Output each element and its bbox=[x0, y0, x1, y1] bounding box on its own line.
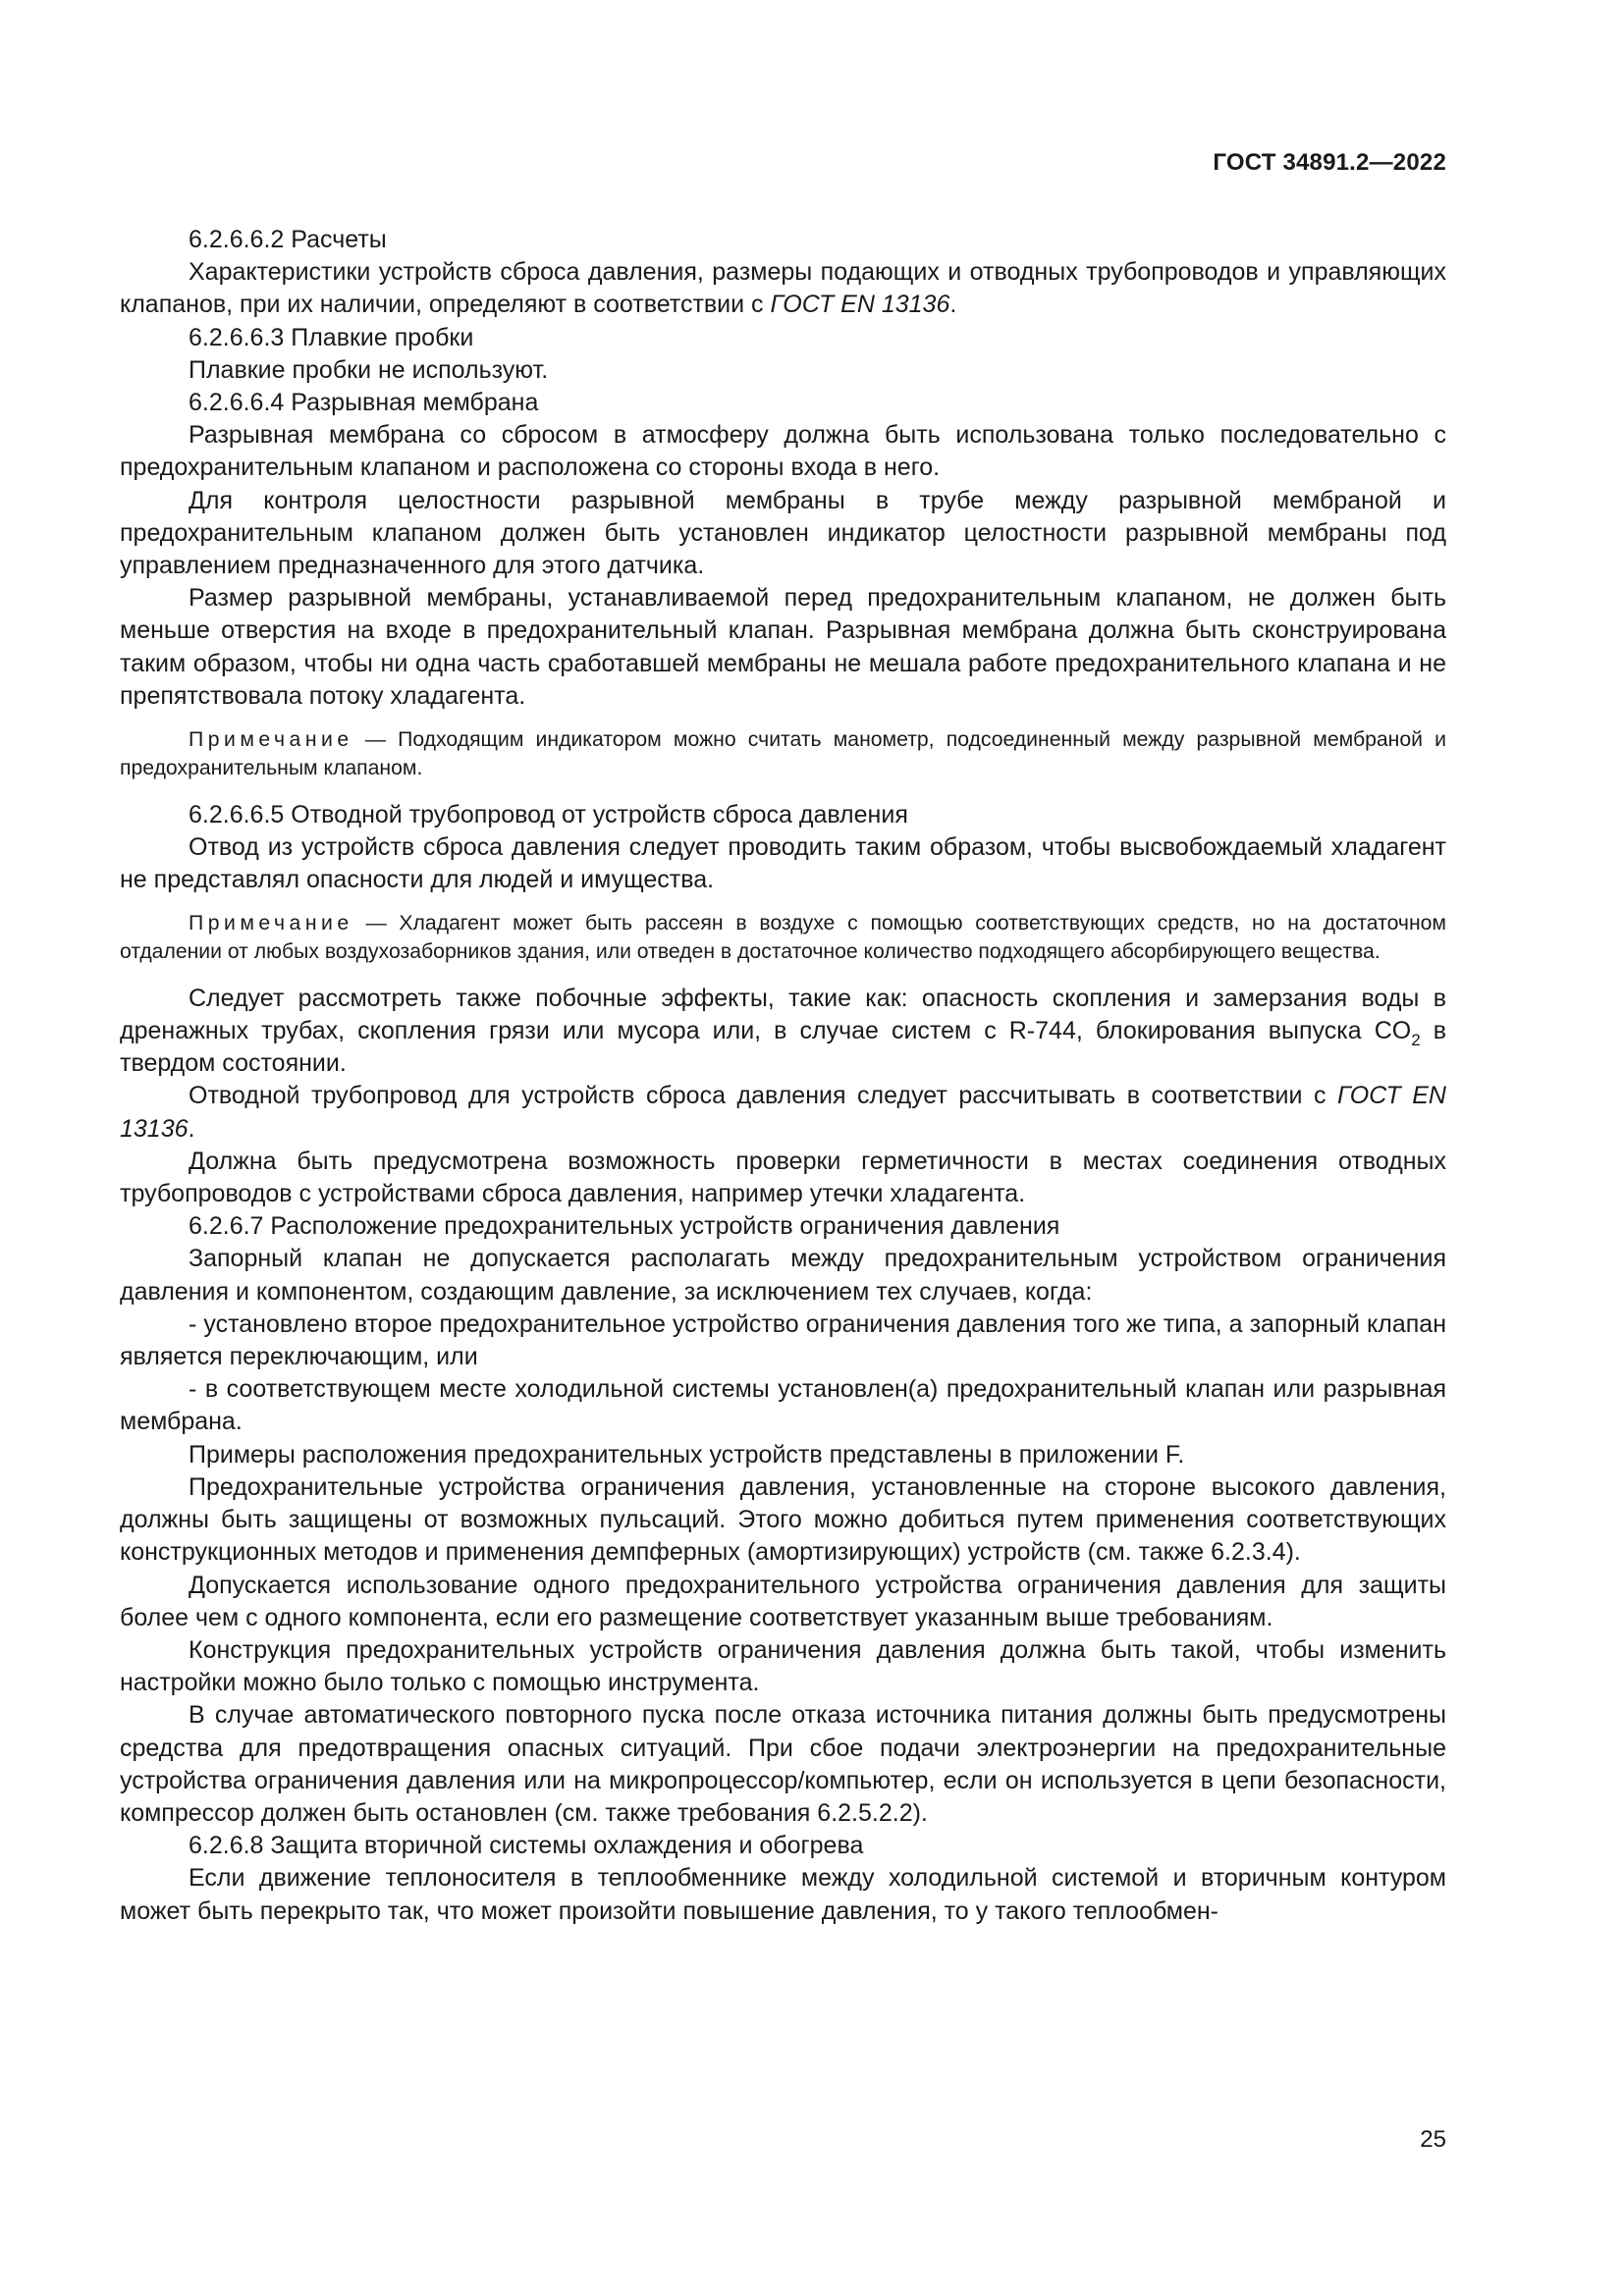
section-heading-6-2-6-6-3: 6.2.6.6.3 Плавкие пробки bbox=[189, 323, 474, 351]
paragraph: Предохранительные устройства ограничения давления, установленные на стороне высокого давления, должны быть защищены от возможных пульсаций. Этого можно добиться путем применения соответствующих конструкционных методов и применения демпферных (амортизирующих) устройств (см. также 6.2.3.4). bbox=[120, 1472, 1446, 1567]
paragraph: Запорный клапан не допускается располагать между предохранительным устройством ограничения давления и компонентом, создающим давление, за исключением тех случаев, когда: bbox=[120, 1245, 1446, 1306]
paragraph: Отвод из устройств сброса давления следует проводить таким образом, чтобы высвобождаемый хладагент не представлял опасности для людей и имущества. bbox=[120, 832, 1446, 894]
standard-reference: ГОСТ EN 13136 bbox=[120, 1082, 1446, 1143]
note: Примечание — Хладагент может быть рассеян в воздухе с помощью соответствующих средств, но на достаточном отдалении от любых воздухозаборников здания, или отведен в достаточное количество подходящего абсорбирующего вещества. bbox=[120, 912, 1446, 964]
note-label: Примечание bbox=[189, 912, 353, 935]
paragraph: Отводной трубопровод для устройств сброса давления следует рассчитывать в соответствии с ГОСТ EN 13136. bbox=[120, 1082, 1446, 1143]
paragraph: Следует рассмотреть также побочные эффекты, такие как: опасность скопления и замерзания воды в дренажных трубах, скопления грязи или мусора или, в случае систем с R-744, блокирования выпуска $CO_2$ в твердом состоянии. bbox=[120, 984, 1446, 1078]
page-number: 25 bbox=[1420, 2126, 1446, 2153]
note: Примечание — Подходящим индикатором можно считать манометр, подсоединенный между разрывной мембраной и предохранительным клапаном. bbox=[120, 728, 1446, 779]
paragraph: Если движение теплоносителя в теплообменнике между холодильной системой и вторичным контуром может быть перекрыто так, что может произойти повышение давления, то у такого теплообмен- bbox=[120, 1864, 1446, 1925]
section-heading-6-2-6-6-5: 6.2.6.6.5 Отводной трубопровод от устройств сброса давления bbox=[189, 800, 908, 828]
paragraph: Разрывная мембрана со сбросом в атмосферу должна быть использована только последовательно с предохранительным клапаном и расположена со стороны входа в него. bbox=[120, 421, 1446, 482]
document-body bbox=[120, 224, 1446, 1928]
list-item: - в соответствующем месте холодильной системы установлен(а) предохранительный клапан или разрывная мембрана. bbox=[120, 1375, 1446, 1436]
paragraph: Примеры расположения предохранительных устройств представлены в приложении F. bbox=[189, 1440, 1185, 1468]
paragraph: Для контроля целостности разрывной мембраны в трубе между разрывной мембраной и предохранительным клапаном должен быть установлен индикатор целостности разрывной мембраны под управлением предназначенного для этого датчика. bbox=[120, 486, 1446, 580]
paragraph: Размер разрывной мембраны, устанавливаемой перед предохранительным клапаном, не должен быть меньше отверстия на входе в предохранительный клапан. Разрывная мембрана должна быть сконструирована таким образом, чтобы ни одна часть сработавшей мембраны не мешала работе предохранительного клапана и не препятствовала потоку хладагента. bbox=[120, 584, 1446, 710]
standard-reference: ГОСТ EN 13136 bbox=[770, 291, 950, 319]
paragraph: Должна быть предусмотрена возможность проверки герметичности в местах соединения отводных трубопроводов с устройствами сброса давления, например утечки хладагента. bbox=[120, 1147, 1446, 1208]
paragraph: Конструкция предохранительных устройств ограничения давления должна быть такой, чтобы изменить настройки можно было только с помощью инструмента. bbox=[120, 1635, 1446, 1697]
section-heading-6-2-6-8: 6.2.6.8 Защита вторичной системы охлаждения и обогрева bbox=[189, 1832, 864, 1860]
subscript: 2 bbox=[1411, 1031, 1421, 1050]
paragraph: Допускается использование одного предохранительного устройства ограничения давления для защиты более чем с одного компонента, если его размещение соответствует указанным выше требованиям. bbox=[120, 1571, 1446, 1631]
section-heading-6-2-6-6-2: 6.2.6.6.2 Расчеты bbox=[189, 226, 387, 253]
section-heading-6-2-6-7: 6.2.6.7 Расположение предохранительных устройств ограничения давления bbox=[189, 1212, 1060, 1241]
note-label: Примечание bbox=[189, 728, 353, 752]
list-item: - установлено второе предохранительное устройство ограничения давления того же типа, а запорный клапан является переключающим, или bbox=[120, 1309, 1446, 1371]
document-code: ГОСТ 34891.2—2022 bbox=[1213, 149, 1446, 176]
paragraph: В случае автоматического повторного пуска после отказа источника питания должны быть предусмотрены средства для предотвращения опасных ситуаций. При сбое подачи электроэнергии на предохранительные устройства ограничения давления или на микропроцессор/компьютер, если он используется в цепи безопасности, компрессор должен быть остановлен (см. также требования 6.2.5.2.2). bbox=[120, 1701, 1446, 1827]
section-heading-6-2-6-6-4: 6.2.6.6.4 Разрывная мембрана bbox=[189, 389, 539, 417]
paragraph: Плавкие пробки не используют. bbox=[189, 355, 549, 384]
paragraph: Характеристики устройств сброса давления, размеры подающих и отводных трубопроводов и управляющих клапанов, при их наличии, определяют в соответствии с ГОСТ EN 13136. bbox=[120, 258, 1446, 319]
